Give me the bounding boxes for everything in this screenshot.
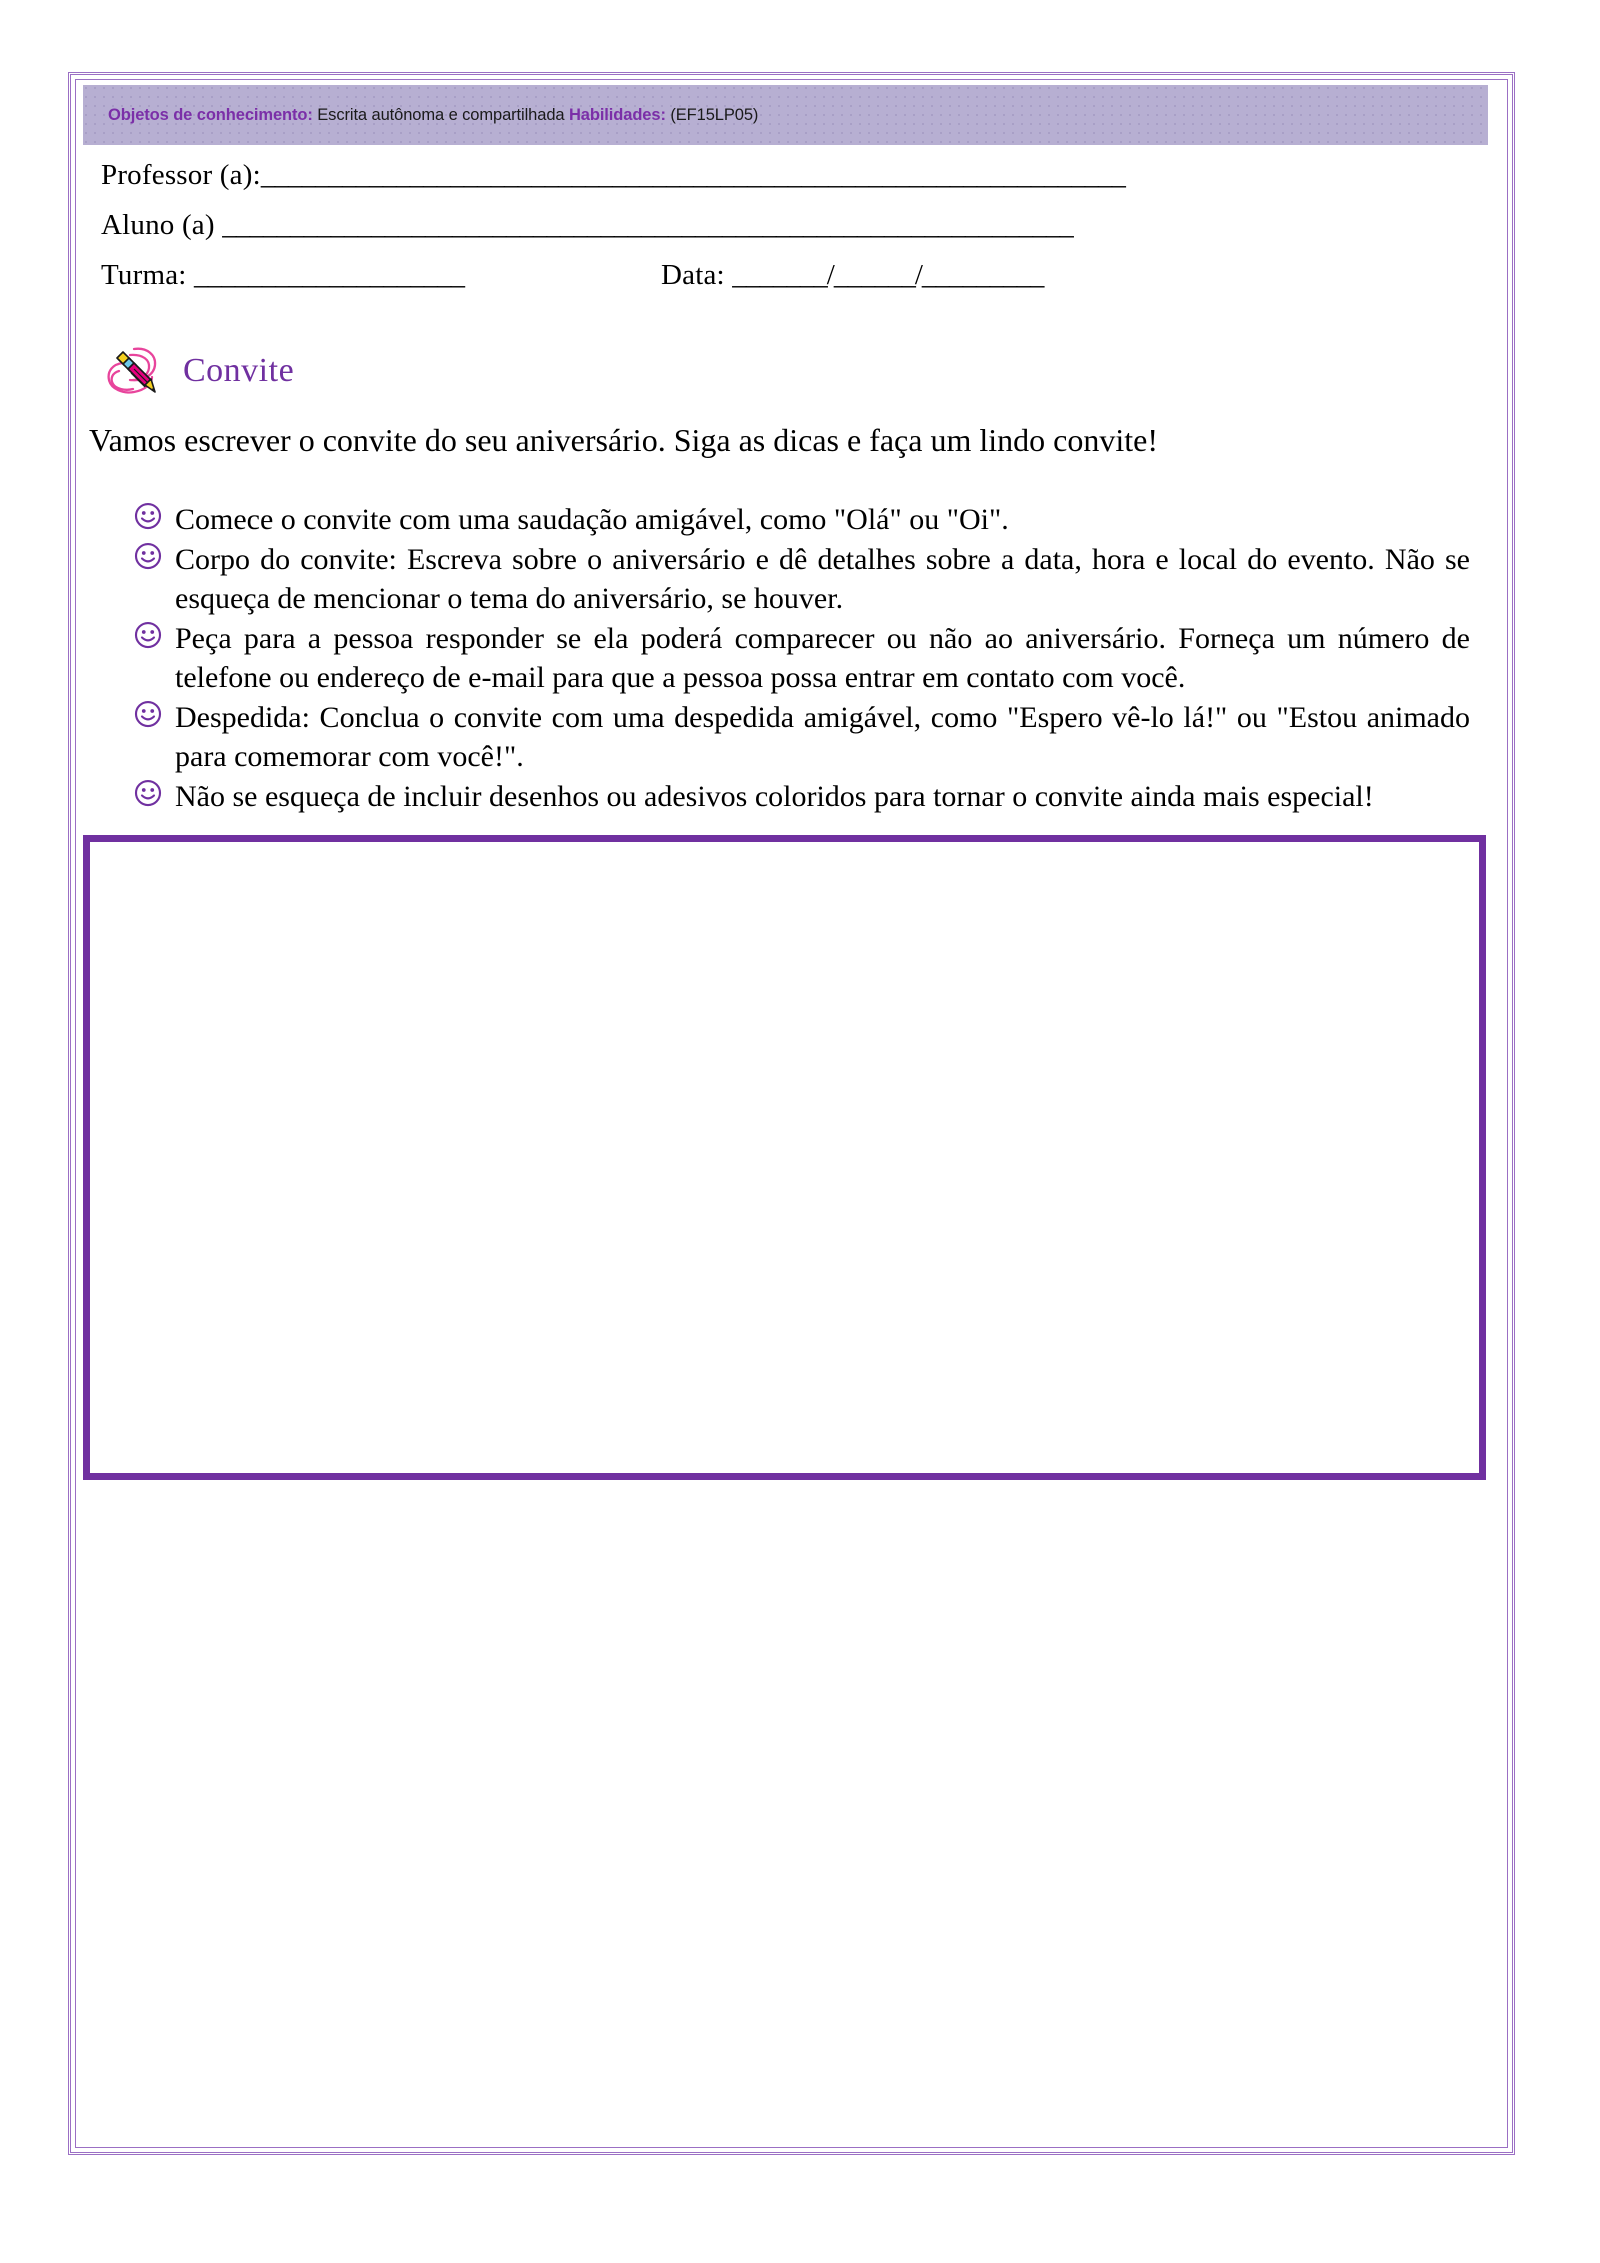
teacher-label: Professor (a): bbox=[101, 159, 261, 191]
tips-list bbox=[83, 500, 1478, 817]
list-item bbox=[133, 619, 1470, 697]
skills-value: (EF15LP05) bbox=[665, 105, 759, 124]
intro-paragraph: Vamos escrever o convite do seu aniversário. Siga as dicas e faça um lindo convite! bbox=[89, 422, 1158, 458]
list-item-text: Corpo do convite: Escreva sobre o aniversário e dê detalhes sobre a data, hora e local do evento. Não se esqueça de mencionar o tema do aniversário, se houver. bbox=[175, 543, 1470, 615]
pencil-scribble-icon bbox=[103, 343, 165, 399]
list-item-text: Despedida: Conclua o convite com uma despedida amigável, como "Espero vê-lo lá!" ou "Estou animado para comemorar com você!". bbox=[175, 701, 1470, 773]
activity-title: Convite bbox=[183, 352, 295, 389]
list-item-text: Comece o convite com uma saudação amigável, como "Olá" ou "Oi". bbox=[175, 503, 1009, 536]
smiley-face-icon bbox=[133, 699, 163, 729]
list-item-text: Peça para a pessoa responder se ela poderá comparecer ou não ao aniversário. Forneça um número de telefone ou endereço de e-mail para que a pessoa possa entrar em contato com você. bbox=[175, 622, 1470, 694]
teacher-field-row[interactable] bbox=[83, 161, 1488, 190]
student-label: Aluno (a) bbox=[101, 209, 223, 241]
objects-of-knowledge-label: Objetos de conhecimento: bbox=[108, 105, 313, 124]
objects-of-knowledge-value: Escrita autônoma e compartilhada bbox=[312, 105, 569, 124]
list-item-text: Não se esqueça de incluir desenhos ou adesivos coloridos para tornar o convite ainda mais especial! bbox=[175, 780, 1374, 813]
activity-title-row bbox=[83, 343, 294, 399]
date-input-line[interactable]: _______/______/_________ bbox=[732, 259, 1044, 291]
student-field-row[interactable] bbox=[83, 211, 1488, 240]
smiley-face-icon bbox=[133, 778, 163, 808]
list-item bbox=[133, 500, 1470, 539]
teacher-input-line[interactable]: ________________________________________________________________ bbox=[260, 159, 1125, 191]
class-input-line[interactable]: ____________________ bbox=[194, 259, 464, 291]
class-label: Turma: bbox=[101, 259, 194, 291]
worksheet-page bbox=[68, 72, 1515, 2155]
answer-drawing-box[interactable] bbox=[83, 835, 1486, 1480]
competency-text bbox=[83, 106, 758, 125]
smiley-face-icon bbox=[133, 541, 163, 571]
list-item bbox=[133, 540, 1470, 618]
smiley-face-icon bbox=[133, 501, 163, 531]
list-item bbox=[133, 698, 1470, 776]
student-input-line[interactable]: _______________________________________________________________ bbox=[222, 209, 1073, 241]
date-field[interactable] bbox=[661, 261, 1043, 290]
competency-band bbox=[83, 85, 1488, 145]
smiley-face-icon bbox=[133, 620, 163, 650]
list-item bbox=[133, 777, 1470, 816]
date-label: Data: bbox=[661, 259, 733, 291]
class-date-row[interactable] bbox=[83, 261, 1488, 290]
class-field[interactable] bbox=[101, 261, 661, 290]
identification-form bbox=[83, 161, 1488, 311]
skills-label: Habilidades: bbox=[568, 105, 666, 124]
